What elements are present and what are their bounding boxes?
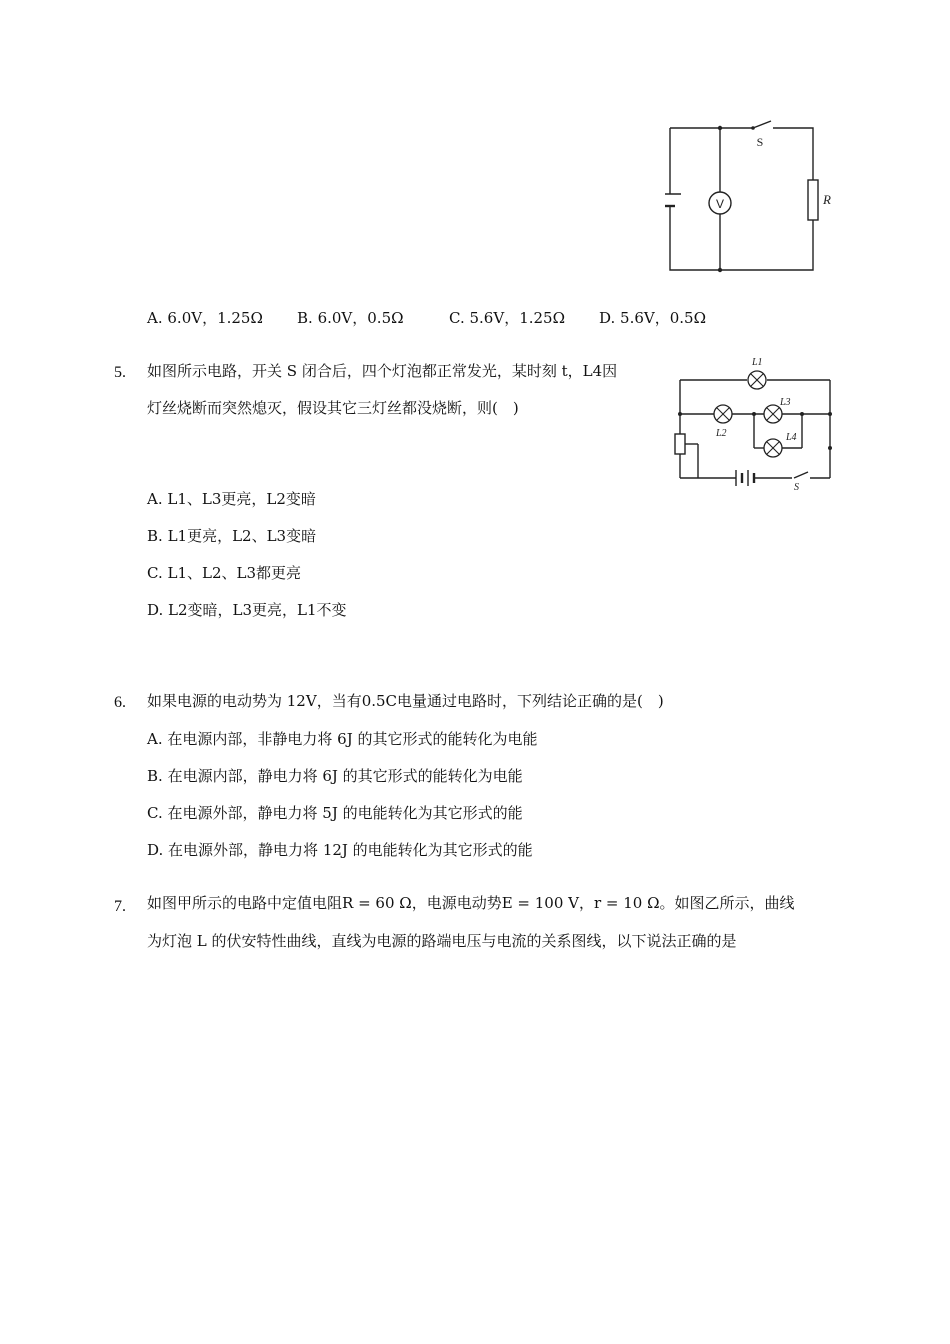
voltmeter-label: V bbox=[715, 197, 725, 211]
q4-option-b[interactable]: B. 6.0V，0.5Ω bbox=[297, 309, 404, 327]
lamp-l4-label: L4 bbox=[786, 432, 797, 443]
q5-number: 5. bbox=[114, 364, 126, 381]
lamp-l1-label: L1 bbox=[752, 357, 763, 368]
q4-option-d[interactable]: D. 5.6V，0.5Ω bbox=[599, 309, 707, 327]
q7-stem-line2: 为灯泡 L 的伏安特性曲线，直线为电源的路端电压与电流的关系图线，以下说法正确的是 bbox=[147, 932, 737, 950]
q5-option-b[interactable]: B. L1更亮，L2、L3变暗 bbox=[147, 527, 317, 545]
q5-switch-label: S bbox=[794, 482, 799, 493]
q5-option-d[interactable]: D. L2变暗，L3更亮，L1不变 bbox=[147, 601, 347, 619]
q6-number: 6. bbox=[114, 694, 126, 711]
q5-option-c[interactable]: C. L1、L2、L3都更亮 bbox=[147, 564, 302, 582]
q5-option-a[interactable]: A. L1、L3更亮，L2变暗 bbox=[147, 490, 316, 508]
resistor-label: R bbox=[823, 192, 831, 207]
q7-stem-line1: 如图甲所示的电路中定值电阻R = 60 Ω，电源电动势E = 100 V，r = 10 Ω。如图乙所示，曲线 bbox=[147, 894, 795, 912]
q5-stem-line2: 灯丝烧断而突然熄灭，假设其它三灯丝都没烧断，则( ) bbox=[147, 399, 519, 417]
q6-option-d[interactable]: D. 在电源外部，静电力将 12J 的电能转化为其它形式的能 bbox=[147, 841, 533, 859]
q6-option-b[interactable]: B. 在电源内部，静电力将 6J 的其它形式的能转化为电能 bbox=[147, 767, 523, 785]
lamp-l3-label: L3 bbox=[780, 397, 791, 408]
q5-stem-line1: 如图所示电路，开关 S 闭合后，四个灯泡都正常发光，某时刻 t，L4因 bbox=[147, 362, 618, 380]
q6-option-c[interactable]: C. 在电源外部，静电力将 5J 的电能转化为其它形式的能 bbox=[147, 804, 523, 822]
q5-circuit-figure bbox=[672, 350, 840, 495]
q6-option-a[interactable]: A. 在电源内部，非静电力将 6J 的其它形式的能转化为电能 bbox=[147, 730, 538, 748]
q7-number: 7. bbox=[114, 898, 126, 915]
q4-circuit-figure bbox=[665, 118, 845, 278]
switch-label: S bbox=[756, 135, 764, 149]
q6-stem: 如果电源的电动势为 12V，当有0.5C电量通过电路时，下列结论正确的是( ) bbox=[147, 692, 664, 710]
q4-option-a[interactable]: A. 6.0V，1.25Ω bbox=[147, 309, 263, 327]
q4-option-c[interactable]: C. 5.6V，1.25Ω bbox=[449, 309, 566, 327]
lamp-l2-label: L2 bbox=[716, 428, 727, 439]
